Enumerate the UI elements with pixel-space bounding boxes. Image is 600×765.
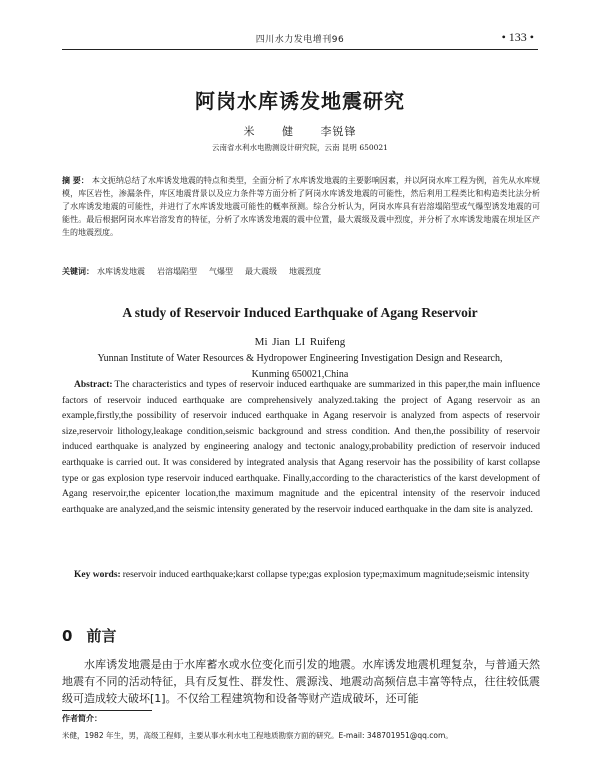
keywords-text-english: reservoir induced earthquake;karst collapse type;gas explosion type;maximum magnitude;seismic intensity (122, 570, 530, 580)
abstract-chinese (62, 174, 540, 239)
keyword-item: 气爆型 (209, 267, 233, 276)
paper-title-english: A study of Reservoir Induced Earthquake of Agang Reservoir (122, 305, 478, 320)
abstract-label-english: Abstract: (74, 380, 113, 390)
running-header (62, 29, 538, 50)
affiliation-english-line2: Kunming 650021,China (251, 369, 349, 380)
affiliation-chinese: 云南省水利水电勘测设计研究院，云南 昆明 650021 (212, 143, 388, 152)
keyword-item: 水库诱发地震 (97, 267, 145, 276)
keyword-item: 岩溶塌陷型 (157, 267, 197, 276)
authors-english: Mi Jian LI Ruifeng (254, 336, 346, 348)
affiliation-english-line1: Yunnan Institute of Water Resources & Hydropower Engineering Investigation Design and Research, (97, 353, 503, 364)
footnote-divider (62, 710, 152, 711)
abstract-english (62, 378, 540, 518)
section-heading (62, 625, 116, 646)
keyword-item: 最大震级 (245, 267, 277, 276)
section-title: 前言 (86, 627, 117, 645)
intro-paragraph: 水库诱发地震是由于水库蓄水或水位变化而引发的地震。水库诱发地震机理复杂，与普通天然地震有不同的活动特征，具有反复性、群发性、震源浅、地震动高频信息丰富等特点，往往较低震级可造成较大破坏[1]。不仅给工程建筑物和设备等财产造成破坏，还可能 (62, 658, 540, 705)
keywords-label-chinese: 关键词： (62, 267, 94, 276)
authors-chinese: 米 健 李锐锋 (243, 125, 357, 138)
keywords-chinese (62, 265, 540, 278)
abstract-text-english: The characteristics and types of reservoir induced earthquake are summarized in this paper,the main influence factors of reservoir induced earthquake are comprehensively analyzed.taking the project of Agang reservoir as an example,firstly,the possibility of reservoir induced earthquake in Agang reservoir is analyzed from aspects of reservoir size,reservoir lithology,leakage condition,seismic background and stress condition. And then,the possibility of reservoir induced earthquake is analyzed by engineering analogy and tectonic analogy,probability prediction of reservoir induced earthquake is carried out. It was considered by integrated analysis that Agang reservoir has the possibility of karst collapse type or gas explosion type reservoir induced earthquake. Finally,according to the characteristics of the karst development of Agang reservoir,the epicenter location,the maximum magnitude and the epicentral intensity of the reservoir induced earthquake are analyzed,and the seismic intensity generated by the reservoir induced earthquake in the dam site is analyzed. (62, 380, 540, 515)
keyword-item: 地震烈度 (289, 267, 321, 276)
journal-name: 四川水力发电增刊96 (255, 35, 345, 45)
paper-title-chinese: 阿岗水库诱发地震研究 (195, 89, 405, 113)
section-number: 0 (62, 627, 73, 645)
page-number: • 133 • (501, 30, 534, 44)
keywords-label-english: Key words: (74, 570, 121, 580)
footnote-label: 作者简介： (62, 714, 102, 723)
abstract-text-chinese: 本文扼纳总结了水库诱发地震的特点和类型，全面分析了水库诱发地震的主要影响因素，并以阿岗水库工程为例，首先从水库规模，库区岩性，渗漏条件，库区地震背景以及应力条件等方面分析了阿岗水库诱发地震的可能性，然后利用工程类比和构造类比法分析了水库诱发地震的可能性，并进行了水库诱发地震可能性的概率预测。综合分析认为，阿岗水库具有岩溶塌陷型或气爆型诱发地震的可能性。最后根据阿岗水库岩溶发育的特征，分析了水库诱发地震的震中位置，最大震级及震中烈度，并分析了水库诱发地震在坝址区产生的地震烈度。 (62, 176, 540, 237)
abstract-label-chinese: 摘 要： (62, 176, 89, 185)
keywords-english (62, 568, 540, 584)
footnote-text: 米健，1982 年生，男，高级工程师，主要从事水利水电工程地质勘察方面的研究。E-mail: 348701951@qq.com。 (62, 731, 453, 740)
